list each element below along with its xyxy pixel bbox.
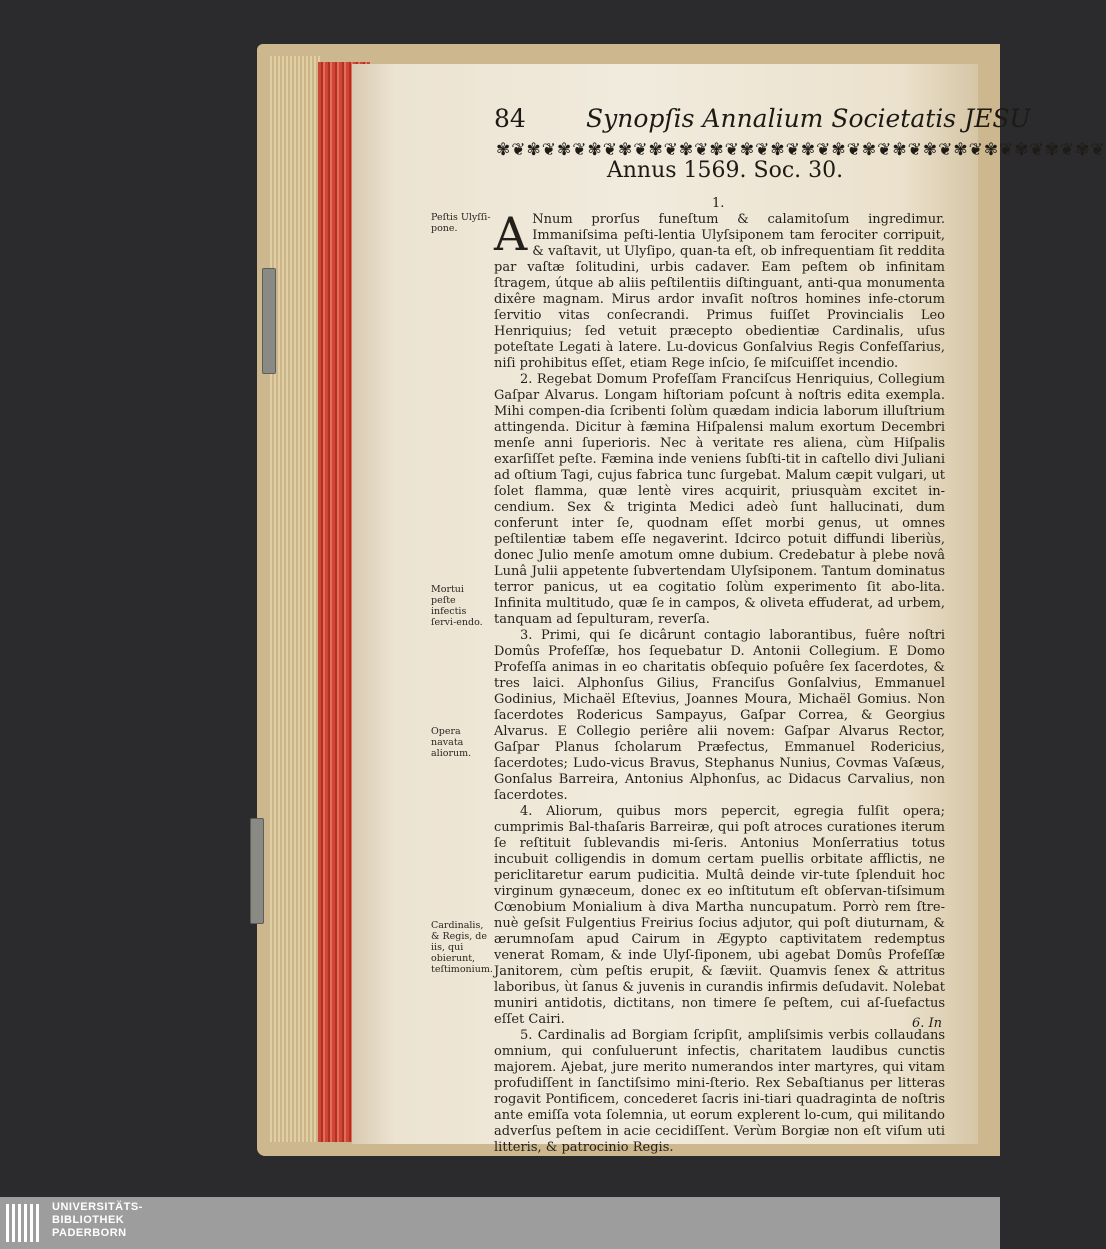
- page-number: 84: [494, 104, 526, 133]
- year-heading: Annus 1569. Soc. 30.: [606, 158, 844, 183]
- library-line: UNIVERSITÄTS-: [52, 1201, 143, 1213]
- footer-bar: [0, 1197, 1000, 1249]
- library-line: BIBLIOTHEK: [52, 1214, 125, 1226]
- clasp-top: [262, 268, 276, 374]
- page-fore-edge: [270, 56, 320, 1142]
- marginal-note: Peſtis Ulyſſi-pone.: [431, 212, 491, 234]
- library-name: [52, 1201, 143, 1240]
- paragraph: [494, 207, 945, 372]
- running-title: Synopſis Annalium Societatis JESU: [586, 104, 1031, 133]
- marginal-note: Opera navata aliorum.: [431, 726, 472, 759]
- marginal-note: Cardinalis, & Regis, de iis, qui obierunt, teſtimonium.: [431, 920, 493, 975]
- drop-cap: A: [494, 207, 528, 261]
- body-text: [494, 207, 945, 1156]
- catchword: 6. In: [912, 1016, 943, 1031]
- clasp-bottom: [250, 818, 264, 924]
- marginal-note: Mortui peſte infectis ſervi-endo.: [431, 584, 483, 628]
- ornament-band: ✾❦✾❦✾❦✾❦✾❦✾❦✾❦✾❦✾❦✾❦✾❦✾❦✾❦✾❦✾❦✾❦✾❦✾❦✾❦✾❦: [496, 140, 1106, 160]
- barcode-stripes-logo-icon: [6, 1204, 44, 1242]
- library-line: PADERBORN: [52, 1227, 127, 1239]
- paragraph: 3. Primi, qui ſe dicârunt contagio laborantibus, fuêre noſtri Domûs Profeſſæ, hos ſequebatur D. Antonii Collegium. E Domo Profeſſa animas in eo charitatis obſequio poſuêre ſex ſacerdotes, & tres laici. Alphonſus Gilius, Franciſus Gonſalvius, Emmanuel Godinius, Michaël Eſtevius, Joannes Moura, Michaël Gomius. Non ſacerdotes Rodericus Sampayus, Gaſpar Correa, & Georgius Alvarus. E Collegio periêre alii novem: Gaſpar Alvarus Rector, Gaſpar Planus ſcholarum Præfectus, Emmanuel Rodericius, ſacerdotes; Ludo-vicus Bravus, Stephanus Nunius, Covmas Vaſæus, Gonſalus Barreira, Antonius Alphonſus, ac Didacus Carvalius, non ſacerdotes.: [494, 628, 945, 803]
- paragraph-text: Nnum prorſus funeſtum & calamitoſum ingredimur. Immaniſsima peſti-lentia Ulyſsiponem tam ferociter corripuit, & vaſtavit, ut Ulyſipo, quan-ta eſt, ob infrequentiam ſit reddita par vaſtæ ſolitudini, urbis cadaver. Eam peſtem ob infinitam ſtragem, útque ab aliis peſtilentiis diſtinguant, anti-qua monumenta dixêre magnam. Mirus ardor invaſit noſtros homines infe-ctorum ſervitio vitas conſecrandi. Primus fuiſſet Provincialis Leo Henriquius; ſed vetuit præcepto obedientiæ Cardinalis, uſus poteſtate Legati à latere. Lu-dovicus Gonſalvius Regis Confeſſarius, niſi prohibitus eſſet, etiam Rege inſcio, ſe miſcuiſſet incendio.: [494, 212, 945, 371]
- paragraph: 4. Aliorum, quibus mors pepercit, egregia fulſit opera; cumprimis Bal-thaſaris Barreiræ, qui poſt atroces curationes iterum ſe reſtituit ſublevandis mi-ſeris. Antonius Monſerratius totus incubuit colligendis in domum certam puellis orbitate afflictis, ne periclitaretur earum pudicitia. Multâ deinde vir-tute ſplenduit hoc virginum gynæceum, donec ex eo inſtitutum eſt obſervan-tiſsimum Cœnobium Monialium à diva Martha nuncupatum. Porrò rem ſtre-nuè geſsit Fulgentius Freirius ſocius adjutor, qui poſt diuturnam, & ærumnoſam apud Cairum in Ægypto captivitatem redemptus venerat Romam, & inde Ulyſ-ſiponem, ubi agebat Domûs Profeſſæ Janitorem, cùm peſtis erupit, & ſæviit. Quamvis ſenex & attritus laboribus, ùt ſanus & juvenis in curandis infirmis deſudavit. Nolebat muniri antidotis, dictitans, non timere ſe peſtem, cui aſ-ſuefactus eſſet Cairi.: [494, 804, 945, 1027]
- paragraph: 5. Cardinalis ad Borgiam ſcripſit, ampliſsimis verbis collaudans omnium, qui conſuluerunt infectis, charitatem laudibus cunctis majorem. Ajebat, jure merito numerandos inter martyres, qui vitam profudiſſent in ſanctiſsimo mini-ſterio. Rex Sebaſtianus per litteras rogavit Pontificem, concederet ſacris ini-tiari quadraginta de noſtris ante emiſſa vota ſolemnia, ut eorum explerent lo-cum, qui militando adverſus peſtem in acie cecidiſſent. Verùm Borgiæ non eſt viſum uti litteris, & patrocinio Regis.: [494, 1028, 945, 1155]
- paragraph: 2. Regebat Domum Profeſſam Franciſcus Henriquius, Collegium Gaſpar Alvarus. Longam hiſtoriam poſcunt à noſtris edita exempla. Mihi compen-dia ſcribenti ſolùm quædam indicia laborum illuſtrium attingenda. Dicitur à fæmina Hiſpalensi malum exortum Decembri menſe anni ſuperioris. Nec à veritate res aliena, cùm Hiſpalis exarſiſſet peſte. Fæmina inde veniens ſubſti-tit in caſtello divi Juliani ad oſtium Tagi, cujus fabrica tunc ſurgebat. Malum cæpit vulgari, ut ſolet flamma, quæ lentè vires acquirit, priusquàm excitet in-cendium. Sex & triginta Medici adeò ſunt hallucinati, dum conferunt inter ſe, quodnam eſſet morbi genus, ut omnes peſtilentiæ tabem eſſe negaverint. Idcirco potuit diffundi liberiùs, donec Julio menſe amotum omne dubium. Credebatur à plebe novâ Lunâ Julii appetente ſubvertendam Ulyſsiponem. Tantum dominatus terror panicus, ut ea cogitatio ſolùm experimento ſit abo-lita. Infinita multitudo, quæ ſe in campos, & oliveta effuderat, ad urbem, tanquam ad ſepulturam, reverſa.: [494, 372, 945, 627]
- section-number: 1.: [712, 196, 725, 211]
